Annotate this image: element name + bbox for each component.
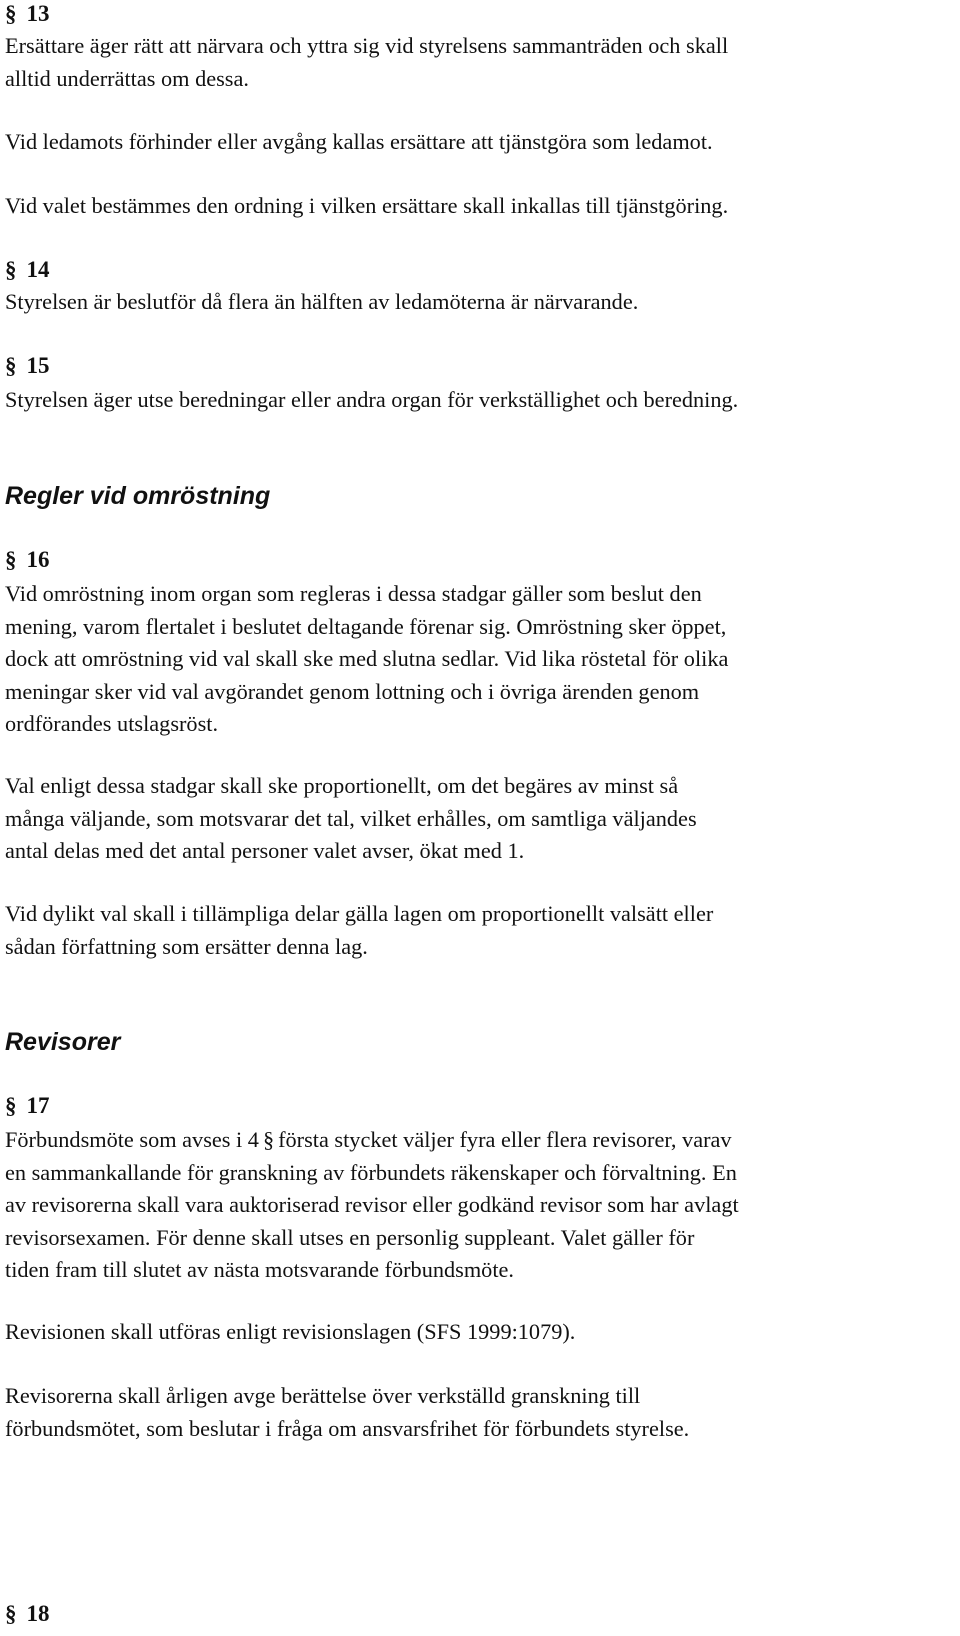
chapter-heading-auditors: Revisorer	[5, 1028, 121, 1056]
text-line: ordförandes utslagsröst.	[5, 711, 219, 736]
section-number: 14	[26, 257, 50, 282]
text-line: mening, varom flertalet i beslutet deltagande förenar sig. Omröstning sker öppet,	[5, 613, 727, 639]
text-line: alltid underrättas om dessa.	[5, 65, 249, 91]
section-sign: §	[5, 1601, 17, 1626]
text-line: förbundsmötet, som beslutar i fråga om ansvarsfrihet för förbundets styrelse.	[5, 1415, 690, 1441]
text-line: Ersättare äger rätt att närvara och yttra sig vid styrelsens sammanträden och skall	[5, 33, 729, 58]
section-number: 17	[26, 1093, 50, 1118]
text-line: Vid dylikt val skall i tillämpliga delar gälla lagen om proportionellt valsätt eller	[5, 901, 714, 926]
section-13-paragraph-1	[5, 30, 955, 95]
section-number: 13	[26, 1, 50, 26]
section-13-paragraph-2	[5, 126, 955, 159]
text-fragment: första stycket väljer fyra eller flera revisorer, varav	[278, 1127, 732, 1152]
text-line: sådan författning som ersätter denna lag.	[5, 933, 368, 959]
section-number: 15	[26, 353, 50, 378]
text-line: en sammankallande för granskning av förbundets räkenskaper och förvaltning. En	[5, 1159, 737, 1185]
section-number: 16	[26, 547, 50, 572]
section-16-heading	[5, 544, 955, 577]
text-line: tiden fram till slutet av nästa motsvarande förbundsmöte.	[5, 1257, 514, 1282]
section-17-paragraph-1	[5, 1124, 955, 1287]
text-line: av revisorerna skall vara auktoriserad revisor eller godkänd revisor som har avlagt	[5, 1192, 739, 1217]
section-13-heading	[5, 0, 955, 31]
section-16-paragraph-2	[5, 770, 955, 868]
text-line: Revisionen skall utföras enligt revisionslagen (SFS 1999:1079).	[5, 1319, 576, 1344]
text-line: Vid valet bestämmes den ordning i vilken ersättare skall inkallas till tjänstgöring.	[5, 193, 729, 218]
section-sign: §	[5, 1093, 17, 1118]
text-line	[5, 1124, 955, 1157]
text-line: Styrelsen äger utse beredningar eller andra organ för verkställighet och beredning.	[5, 387, 739, 412]
section-14-paragraph-1	[5, 286, 955, 319]
section-18-heading	[5, 1598, 955, 1631]
section-17-heading	[5, 1090, 955, 1123]
text-line: meningar sker vid val avgörandet genom lottning och i övriga ärenden genom	[5, 678, 700, 704]
section-sign: §	[262, 1127, 275, 1152]
text-line: Styrelsen är beslutför då flera än hälften av ledamöterna är närvarande.	[5, 289, 639, 314]
text-line: dock att omröstning vid val skall ske med slutna sedlar. Vid lika röstetal för olika	[5, 646, 729, 671]
section-number: 18	[26, 1601, 50, 1626]
section-17-paragraph-2	[5, 1316, 955, 1349]
text-line: revisorsexamen. För denne skall utses en personlig suppleant. Valet gäller för	[5, 1224, 695, 1250]
text-line: Revisorerna skall årligen avge berättelse över verkställd granskning till	[5, 1383, 641, 1408]
section-16-paragraph-3	[5, 898, 955, 963]
section-15-paragraph-1	[5, 384, 955, 417]
section-13-paragraph-3	[5, 190, 955, 223]
chapter-heading-voting: Regler vid omröstning	[5, 482, 271, 510]
text-line: Val enligt dessa stadgar skall ske proportionellt, om det begäres av minst så	[5, 773, 679, 798]
section-16-paragraph-1	[5, 578, 955, 741]
section-14-heading	[5, 254, 955, 287]
section-15-heading	[5, 350, 955, 383]
text-line: Vid omröstning inom organ som regleras i dessa stadgar gäller som beslut den	[5, 581, 702, 606]
section-17-paragraph-3	[5, 1380, 955, 1445]
text-fragment: Förbundsmöte som avses i 4	[5, 1127, 259, 1152]
text-line: många väljande, som motsvarar det tal, vilket erhålles, om samtliga väljandes	[5, 805, 697, 831]
text-line: antal delas med det antal personer valet avser, ökat med 1.	[5, 838, 525, 863]
text-line: Vid ledamots förhinder eller avgång kallas ersättare att tjänstgöra som ledamot.	[5, 129, 713, 154]
section-sign: §	[5, 353, 17, 378]
section-sign: §	[5, 257, 17, 282]
section-sign: §	[5, 1, 17, 26]
section-sign: §	[5, 547, 17, 572]
